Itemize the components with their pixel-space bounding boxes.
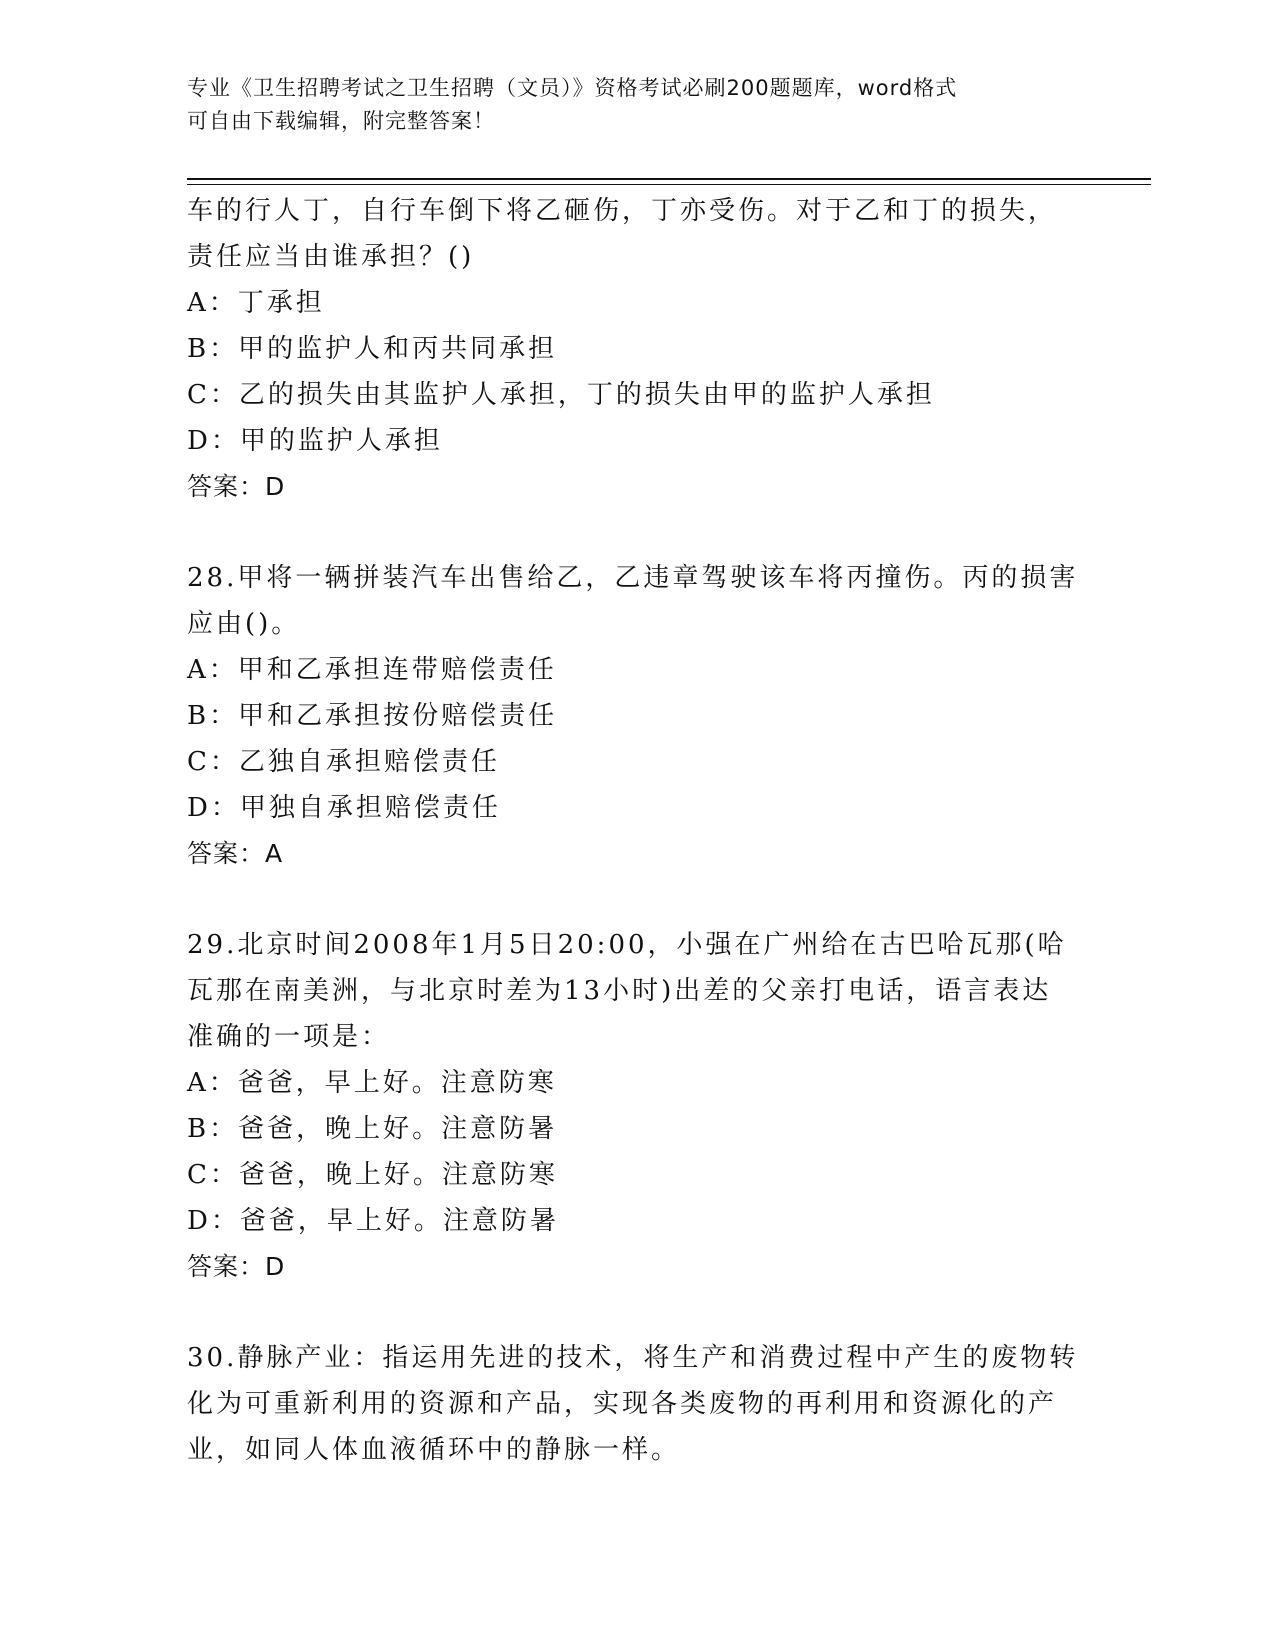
option-b: B：甲和乙承担按份赔偿责任 bbox=[187, 701, 558, 731]
header-divider-thin bbox=[187, 184, 1151, 185]
header-line-1: 专业《卫生招聘考试之卫生招聘（文员）》资格考试必刷200题题库，word格式 bbox=[187, 76, 958, 100]
option-d: D：甲独自承担赔偿责任 bbox=[187, 793, 501, 823]
option-a: A：甲和乙承担连带赔偿责任 bbox=[187, 655, 557, 685]
document-header bbox=[187, 72, 1087, 138]
option-a: A：爸爸，早上好。注意防寒 bbox=[187, 1068, 557, 1098]
question-stem-line: 车的行人丁，自行车倒下将乙砸伤，丁亦受伤。对于乙和丁的损失， bbox=[187, 196, 1058, 226]
option-b: B：甲的监护人和丙共同承担 bbox=[187, 334, 558, 364]
option-c: C：爸爸，晚上好。注意防寒 bbox=[187, 1160, 558, 1190]
question-stem-line: 29.北京时间2008年1月5日20:00，小强在广州给在古巴哈瓦那(哈 bbox=[187, 930, 1067, 960]
option-d: D：甲的监护人承担 bbox=[187, 426, 443, 456]
option-c: C：乙的损失由其监护人承担，丁的损失由甲的监护人承担 bbox=[187, 380, 935, 410]
question-stem-line: 准确的一项是： bbox=[187, 1022, 391, 1052]
option-d: D：爸爸，早上好。注意防暑 bbox=[187, 1206, 559, 1236]
header-divider-thick bbox=[187, 178, 1151, 180]
question-stem-line: 责任应当由谁承担？() bbox=[187, 242, 475, 272]
document-body bbox=[187, 188, 1087, 1473]
header-line-2: 可自由下载编辑，附完整答案！ bbox=[187, 109, 495, 133]
answer-line: 答案：D bbox=[187, 472, 286, 501]
answer-line: 答案：A bbox=[187, 839, 284, 868]
question-stem-line: 30.静脉产业：指运用先进的技术，将生产和消费过程中产生的废物转 bbox=[187, 1343, 1079, 1373]
question-27 bbox=[187, 188, 1087, 510]
answer-line: 答案：D bbox=[187, 1252, 286, 1281]
question-30 bbox=[187, 1335, 1087, 1473]
question-stem-line: 应由()。 bbox=[187, 609, 301, 639]
question-stem-line: 业，如同人体血液循环中的静脉一样。 bbox=[187, 1435, 681, 1465]
option-c: C：乙独自承担赔偿责任 bbox=[187, 747, 500, 777]
option-b: B：爸爸，晚上好。注意防暑 bbox=[187, 1114, 558, 1144]
question-stem-line: 瓦那在南美洲，与北京时差为13小时)出差的父亲打电话，语言表达 bbox=[187, 976, 1052, 1006]
question-stem-line: 化为可重新利用的资源和产品，实现各类废物的再利用和资源化的产 bbox=[187, 1389, 1058, 1419]
option-a: A：丁承担 bbox=[187, 288, 325, 318]
question-29 bbox=[187, 922, 1087, 1290]
question-28 bbox=[187, 555, 1087, 877]
question-stem-line: 28.甲将一辆拼装汽车出售给乙，乙违章驾驶该车将丙撞伤。丙的损害 bbox=[187, 563, 1079, 593]
